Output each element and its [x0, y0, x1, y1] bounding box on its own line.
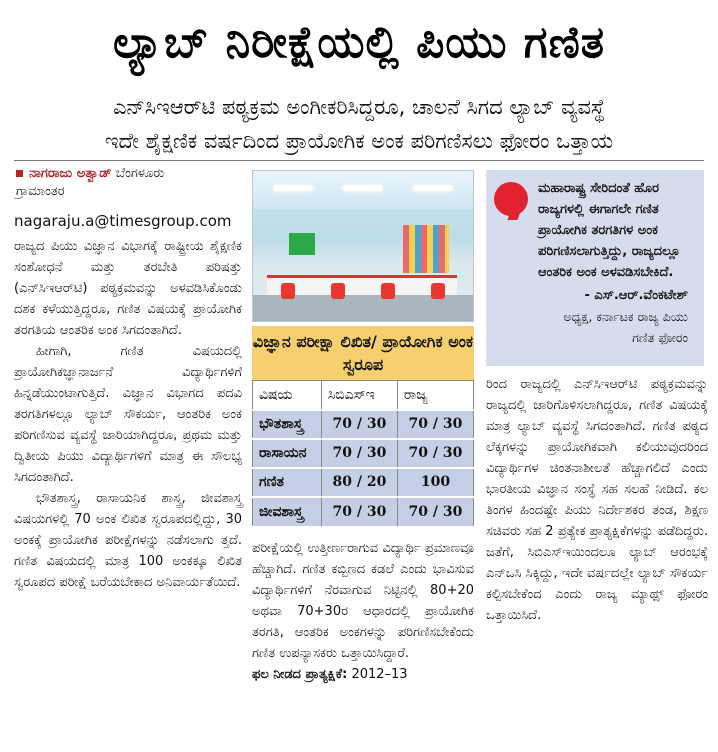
quote-text: ಮಹಾರಾಷ್ಟ್ರ ಸೇರಿದಂತೆ ಹೊರ ರಾಜ್ಯಗಳಲ್ಲಿ ಈಗಾಗಲೇ ಗಣಿತ ಪ್ರಾಯೋಗಿಕ ತರಗತಿಗಳ ಅಂಕ ಪರಿಗಣಿಸಲಾಗುತ್ತಿದ್ದು, ರಾಜ್ಯದಲ್ಲೂ ಆಂತರಿಕ ಅಂಕ ಅಳವಡಿಸಬೇಕಿದೆ.	[538, 181, 681, 280]
table-cell: 100	[397, 468, 473, 497]
byline	[16, 165, 241, 201]
photo-chair	[431, 283, 445, 299]
table-header: ವಿಷಯ	[253, 381, 322, 410]
photo-chair	[331, 283, 345, 299]
photo-light	[273, 185, 313, 191]
paragraph: ರಿಂದ ರಾಜ್ಯದಲ್ಲಿ ಎನ್‌ಸಿಇಆರ್‌ಟಿ ಪಠ್ಯಕ್ರಮವನ್ನು ರಾಜ್ಯದಲ್ಲಿ ಜಾರಿಗೊಳಿಸಲಾಗಿದ್ದರೂ, ಗಣಿತ ವಿಷಯಕ್ಕೆ ಮಾತ್ರ ಲ್ಯಾಬ್ ವ್ಯವಸ್ಥೆ ಸಿಗದಂತಾಗಿದೆ. ಗಣಿತ ಪಠ್ಯದ ಲೆಕ್ಕಗಳನ್ನು ಪ್ರಾಯೋಗಿಕವಾಗಿ ಕಲಿಯುವುದರಿಂದ ವಿದ್ಯಾರ್ಥಿಗಳ ಚಿಂತನಾಶೀಲತೆ ಹೆಚ್ಚಾಗಲಿದೆ ಎಂದು ಭಾರತೀಯ ವಿಜ್ಞಾನ ಸಂಸ್ಥೆ ಸಹ ಸಲಹೆ ನೀಡಿದೆ. ಕಲ ತಿಂಗಳ ಹಿಂದಷ್ಟೇ ಪಿಯು ನಿರ್ದೇಶಕರ ತಂಡ, ಶಿಕ್ಷಣ ಸಚಿವರು ಸಹ 2 ಪ್ರತ್ಯೇಕ ಪ್ರಾತ್ಯಕ್ಷಿಕೆಗಳನ್ನು ಪಡೆದಿದ್ದರು. ಜತೆಗೆ, ಸಿಬಿಎಸ್‌ಇಯಿಂದಲೂ ಲ್ಯಾಬ್ ಆರಂಭಕ್ಕೆ ಎನ್‌ಒಸಿ ಸಿಕ್ಕಿದ್ದು, ಇದೇ ವರ್ಷದಲ್ಲೇ ಲ್ಯಾಬ್ ಸೌಕರ್ಯ ಕಲ್ಪಿಸಬೇಕೆಂದ ಎಂದು ರಾಜ್ಯ ಮ್ಯಾಥ್ಸ್ ಫೋರಂ ಒತ್ತಾಯಿಸಿದೆ.	[486, 377, 708, 623]
table-header: ಸಿಬಿಎಸ್ಇ	[321, 381, 397, 410]
photo-board	[289, 233, 315, 255]
table-cell: 70 / 30	[397, 410, 473, 439]
paragraph: ಭೌತಶಾಸ್ತ್ರ, ರಾಸಾಯನಿಕ ಶಾಸ್ತ್ರ, ಜೀವಶಾಸ್ತ್ರ ವಿಷಯಗಳಲ್ಲಿ 70 ಅಂಕ ಲಿಖಿತ ಸ್ವರೂಪದಲ್ಲಿದ್ದು, 30 ಅಂಕಕ್ಕೆ ಪ್ರಾಯೋಗಿಕ ಪರೀಕ್ಷೆಗಳನ್ನು ನಡೆಸಲಾಗು ತ್ತದೆ. ಗಣಿತ ವಿಷಯದಲ್ಲಿ ಮಾತ್ರ 100 ಅಂಕಕ್ಕೂ ಲಿಖಿತ ಸ್ವರೂಪದ ಪರೀಕ್ಷೆ ಬರೆಯಬೇಕಾದ ಅನಿವಾರ್ಯತೆಯಿದೆ.	[14, 491, 242, 590]
paragraph: ಹೀಗಾಗಿ, ಗಣಿತ ವಿಷಯದಲ್ಲಿ ಪ್ರಾಯೋಗಿಕಜ್ಞಾನಾರ್ಜನೆ ವಿದ್ಯಾರ್ಥಿಗಳಿಗೆ ಹಿನ್ನಡೆಯುಂಟಾಗುತ್ತಿದೆ. ವಿಜ್ಞಾನ ವಿಭಾಗದ ಪದವಿ ತರಗತಿಗಳಲ್ಲೂ ಲ್ಯಾಬ್ ಸೌಕರ್ಯ, ಆಂತರಿಕ ಅಂಕ ಪರಿಗಣಿಸುವ ವ್ಯವಸ್ಥೆ ಜಾರಿಯಾಗಿದ್ದರೂ, ಪ್ರಥಮ ಮತ್ತು ದ್ವಿತೀಯ ಪಿಯು ವಿದ್ಯಾರ್ಥಿಗಳಿಗೆ ಮಾತ್ರ ಈ ಸೌಲಭ್ಯ ಸಿಗದಂತಾಗಿದೆ.	[14, 344, 242, 485]
table-row	[253, 468, 474, 497]
table-cell: 80 / 20	[321, 468, 397, 497]
table-cell-subject: ರಾಸಾಯನ	[253, 439, 322, 468]
subhead-line-2: ಇದೇ ಶೈಕ್ಷಣಿಕ ವರ್ಷದಿಂದ ಪ್ರಾಯೋಗಿಕ ಅಂಕ ಪರಿಗಣಿಸಲು ಫೋರಂ ಒತ್ತಾಯ	[104, 129, 614, 153]
article-column-3	[486, 374, 708, 626]
photo-chair	[281, 283, 295, 299]
photo-wall-chart	[403, 225, 449, 273]
marks-grid	[252, 380, 474, 526]
table-row	[253, 497, 474, 526]
table-cell: 70 / 30	[321, 439, 397, 468]
paragraph: ರಾಜ್ಯದ ಪಿಯು ವಿಜ್ಞಾನ ವಿಭಾಗಕ್ಕೆ ರಾಷ್ಟ್ರೀಯ ಶೈಕ್ಷಣಿಕ ಸಂಶೋಧನೆ ಮತ್ತು ತರಬೇತಿ ಪರಿಷತ್ತು (ಎನ್‌ಸಿಇಆರ್‌ಟಿ) ಪಠ್ಯಕ್ರಮವನ್ನು ಅಳವಡಿಸಿಕೊಂಡು ದಶಕ ಕಳೆಯುತ್ತಿದ್ದರೂ, ಗಣಿತ ವಿಷಯಕ್ಕೆ ಪ್ರಾಯೋಗಿಕ ತರಗತಿಯ ಆಂತರಿಕ ಅಂಕ ಸಿಗದಂತಾಗಿದೆ.	[14, 239, 242, 338]
subheading: ಫಲ ನೀಡದ ಪ್ರಾತ್ಯಕ್ಷಿಕೆ:	[252, 667, 348, 682]
byline-author: ನಾಗರಾಜು ಅತ್ವಾಡ್	[29, 166, 112, 181]
photo-chair	[381, 283, 395, 299]
table-row	[253, 439, 474, 468]
table-cell: 70 / 30	[321, 410, 397, 439]
byline-city: ಬೆಂಗಳೂರು	[115, 166, 165, 181]
table-cell: 70 / 30	[397, 439, 473, 468]
photo-table	[267, 275, 457, 295]
table-header: ರಾಜ್ಯ	[397, 381, 473, 410]
article-column-2	[252, 538, 474, 685]
quote-icon	[494, 182, 528, 216]
table-title: ವಿಜ್ಞಾನ ಪರೀಕ್ಷಾ ಲಿಖಿತ/ ಪ್ರಾಯೋಗಿಕ ಅಂಕ ಸ್ವರೂಪ	[252, 326, 474, 380]
table-cell-subject: ಭೌತಶಾಸ್ತ್ರ	[253, 410, 322, 439]
subheading-text: 2012–13	[347, 667, 408, 682]
article-column-1	[14, 236, 242, 593]
photo-floor	[253, 295, 474, 322]
byline-rural: ಗ್ರಾಮಾಂತರ	[16, 184, 65, 199]
lab-photo	[252, 170, 474, 322]
author-email[interactable]: nagaraju.a@timesgroup.com	[14, 212, 232, 230]
quote-author: - ಎಸ್.ಆರ್.ವೆಂಕಟೇಶ್	[584, 288, 688, 303]
quote-role: ಅಧ್ಯಕ್ಷ, ಕರ್ನಾಟಕ ರಾಜ್ಯ ಪಿಯು ಗಣಿತ ಫೋರಂ	[563, 309, 688, 345]
table-cell-subject: ಜೀವಶಾಸ್ತ್ರ	[253, 497, 322, 526]
table-cell: 70 / 30	[397, 497, 473, 526]
table-cell: 70 / 30	[321, 497, 397, 526]
table-cell-subject: ಗಣಿತ	[253, 468, 322, 497]
marks-table	[252, 326, 474, 526]
paragraph	[252, 664, 474, 685]
pull-quote	[486, 170, 704, 366]
divider	[14, 160, 704, 161]
byline-bullet-icon	[16, 170, 23, 177]
paragraph: ಪರೀಕ್ಷೆಯಲ್ಲಿ ಉತ್ತೀರ್ಣರಾಗುವ ವಿದ್ಯಾರ್ಥಿ ಪ್ರಮಾಣವೂ ಹೆಚ್ಚಾಗಿದೆ. ಗಣಿತ ಕಬ್ಬಿಣದ ಕಡಲೆ ಎಂದು ಭಾವಿಸುವ ವಿದ್ಯಾರ್ಥಿಗಳಿಗೆ ನೆರವಾಗುವ ನಿಟ್ಟಿನಲ್ಲಿ 80+20 ಅಥವಾ 70+30ರ ಆಧಾರದಲ್ಲಿ ಪ್ರಾಯೋಗಿಕ ತರಗತಿ, ಆಂತರಿಕ ಅಂಕಗಳನ್ನು ಪರಿಗಣಿಸಬೇಕೆಂದು ಗಣಿತ ಉಪನ್ಯಾಸಕರು ಒತ್ತಾಯಿಸಿದ್ದಾರೆ.	[252, 541, 474, 661]
photo-light	[343, 185, 383, 191]
table-header-row	[253, 381, 474, 410]
subhead-line-1: ಎನ್‌ಸಿಇಆರ್‌ಟಿ ಪಠ್ಯಕ್ರಮ ಅಂಗೀಕರಿಸಿದ್ದರೂ, ಚಾಲನೆ ಸಿಗದ ಲ್ಯಾಬ್ ವ್ಯವಸ್ಥೆ	[112, 95, 606, 119]
headline: ಲ್ಯಾಬ್ ನಿರೀಕ್ಷೆಯಲ್ಲಿ ಪಿಯು ಗಣಿತ	[112, 17, 606, 68]
table-row	[253, 410, 474, 439]
photo-light	[413, 185, 453, 191]
